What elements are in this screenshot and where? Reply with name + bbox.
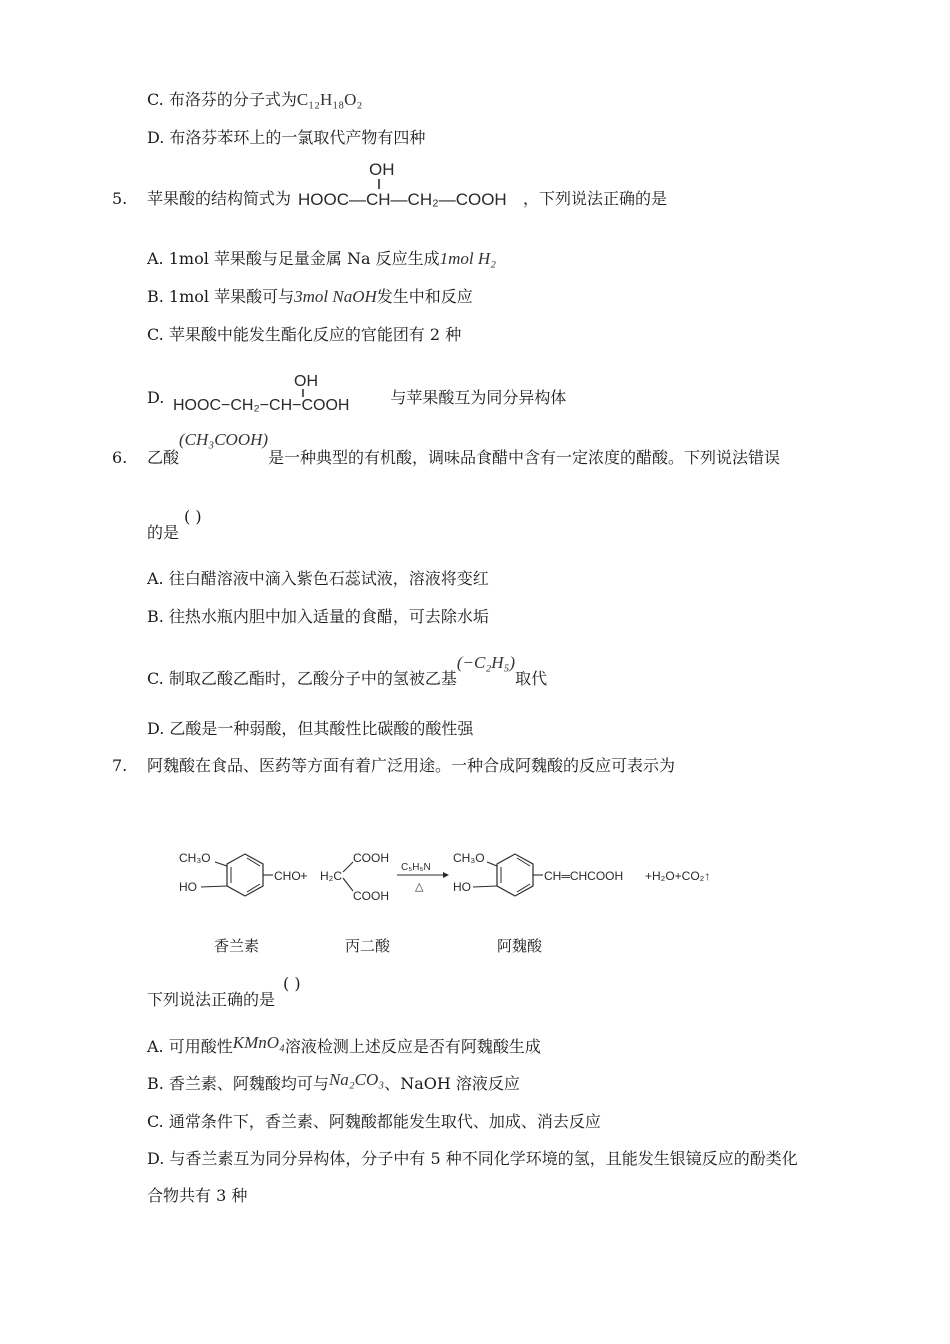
q5-option-d-prefix: D. (147, 388, 165, 407)
vanillin-ho: HO (179, 880, 197, 894)
q6-stem-prefix: 乙酸 (147, 448, 180, 467)
q4-option-d: D. 布洛芬苯环上的一氯取代产物有四种 (147, 128, 426, 147)
q5-option-b-text: B. 1mol 苹果酸可与 (147, 287, 295, 306)
q4-option-c-text: C. 布洛芬的分子式为 (147, 90, 297, 109)
q6-stem (147, 430, 781, 468)
q7-option-a-math: KMnO₄ (232, 1033, 285, 1052)
q6-option-c-suffix: 取代 (515, 669, 548, 688)
q7-option-a (147, 1033, 541, 1057)
q6-number: 6. (112, 448, 128, 467)
q7-option-b (147, 1070, 520, 1094)
q5-option-c: C. 苹果酸中能发生酯化反应的官能团有 2 种 (147, 325, 462, 344)
q7-option-d-line2: 合物共有 3 种 (147, 1186, 248, 1205)
q5-option-d-structure (170, 370, 396, 416)
q5-option-a (147, 249, 496, 269)
vanillin-cho: CHO (274, 869, 301, 883)
q6-option-b: B. 往热水瓶内胆中加入适量的食醋，可去除水垢 (147, 607, 489, 626)
ferulic-chain: CH═CHCOOH (544, 869, 624, 883)
vanillin-ch3o-bond (215, 862, 227, 866)
q6-stem-suffix: 是一种典型的有机酸，调味品食醋中含有一定浓度的醋酸。下列说法错误 (268, 448, 781, 467)
q7-option-c: C. 通常条件下，香兰素、阿魏酸都能发生取代、加成、消去反应 (147, 1112, 601, 1131)
q6-option-c (147, 653, 548, 689)
q5-stem-prefix: 苹果酸的结构简式为 (147, 189, 292, 208)
q5-number: 5. (112, 189, 128, 208)
q5-option-a-text: A. 1mol 苹果酸与足量金属 Na 反应生成 (147, 249, 440, 268)
q5-option-d-struct-oh: OH (294, 373, 318, 390)
q7-option-b-math: Na₂CO₃ (328, 1070, 385, 1089)
label-ferulic-acid: 阿魏酸 (497, 937, 543, 955)
ferulic-ho-bond (473, 886, 497, 887)
ferulic-ho: HO (453, 880, 471, 894)
malonic-cooh-top: COOH (353, 851, 389, 865)
q5-option-d-struct-main: HOOC−CH₂−CH−COOH (173, 397, 350, 414)
label-malonic-acid: 丙二酸 (345, 937, 391, 955)
q5-option-a-math: 1mol H₂ (439, 249, 497, 268)
q4-option-c (147, 90, 362, 110)
q6-option-d: D. 乙酸是一种弱酸，但其酸性比碳酸的酸性强 (147, 719, 474, 738)
ferulic-ch3o-bond (487, 862, 497, 866)
q5-struct-oh: OH (369, 160, 395, 179)
q7-option-a-text: A. 可用酸性 (147, 1037, 233, 1056)
q5-option-b (147, 287, 473, 307)
vanillin-ring (227, 854, 263, 896)
q5-option-d-suffix: 与苹果酸互为同分异构体 (390, 388, 567, 407)
q7-blank: ( ) (283, 974, 301, 993)
ferulic-ring (497, 854, 533, 896)
q7-stem2: 下列说法正确的是 (147, 990, 276, 1009)
q6-stem-line2: 的是 (147, 523, 180, 542)
reaction-arrow-head (443, 872, 449, 878)
q5-option-b-math: 3mol NaOH (294, 287, 377, 306)
q6-stem-math: (CH₃COOH) (179, 430, 269, 449)
malonic-bond-top (343, 862, 353, 872)
q7-stem: 阿魏酸在食品、医药等方面有着广泛用途。一种合成阿魏酸的反应可表示为 (147, 756, 676, 775)
malonic-bond-bot (343, 878, 353, 891)
q7-option-d-line1: D. 与香兰素互为同分异构体，分子中有 5 种不同化学环境的氢，且能发生银镜反应的酚类化 (147, 1149, 798, 1168)
q6-option-c-text: C. 制取乙酸乙酯时，乙酸分子中的氢被乙基 (147, 669, 457, 688)
q6-option-c-math: (−C₂H₅) (456, 653, 516, 672)
q5-stem-suffix: ，下列说法正确的是 (523, 189, 668, 208)
q4-option-c-formula: C₁₂H₁₈O₂ (296, 90, 363, 109)
q7-option-a-suffix: 溶液检测上述反应是否有阿魏酸生成 (284, 1037, 541, 1056)
arrow-heat: △ (415, 881, 424, 893)
ferulic-ch3o: CH₃O (453, 851, 485, 865)
q7-option-b-suffix: 、NaOH 溶液反应 (384, 1074, 520, 1093)
q5-struct-main: HOOC—CH—CH₂—COOH (298, 190, 507, 209)
q6-option-a: A. 往白醋溶液中滴入紫色石蕊试液，溶液将变红 (147, 569, 489, 588)
label-vanillin: 香兰素 (214, 937, 260, 955)
q6-blank: ( ) (184, 507, 202, 526)
byproducts: +H₂O+CO₂↑ (645, 869, 711, 883)
vanillin-ch3o: CH₃O (179, 851, 211, 865)
malonic-h2c: H₂C (320, 869, 342, 883)
q5-option-b-suffix: 发生中和反应 (376, 287, 473, 306)
q7-option-b-text: B. 香兰素、阿魏酸均可与 (147, 1074, 329, 1093)
arrow-catalyst: C₅H₅N (401, 862, 431, 873)
vanillin-ho-bond (201, 886, 227, 887)
q7-number: 7. (112, 756, 128, 775)
plus-sign-1: + (300, 868, 308, 883)
q5-malic-acid-structure (297, 158, 533, 212)
malonic-cooh-bot: COOH (353, 889, 389, 903)
q7-reaction-scheme (175, 840, 745, 920)
